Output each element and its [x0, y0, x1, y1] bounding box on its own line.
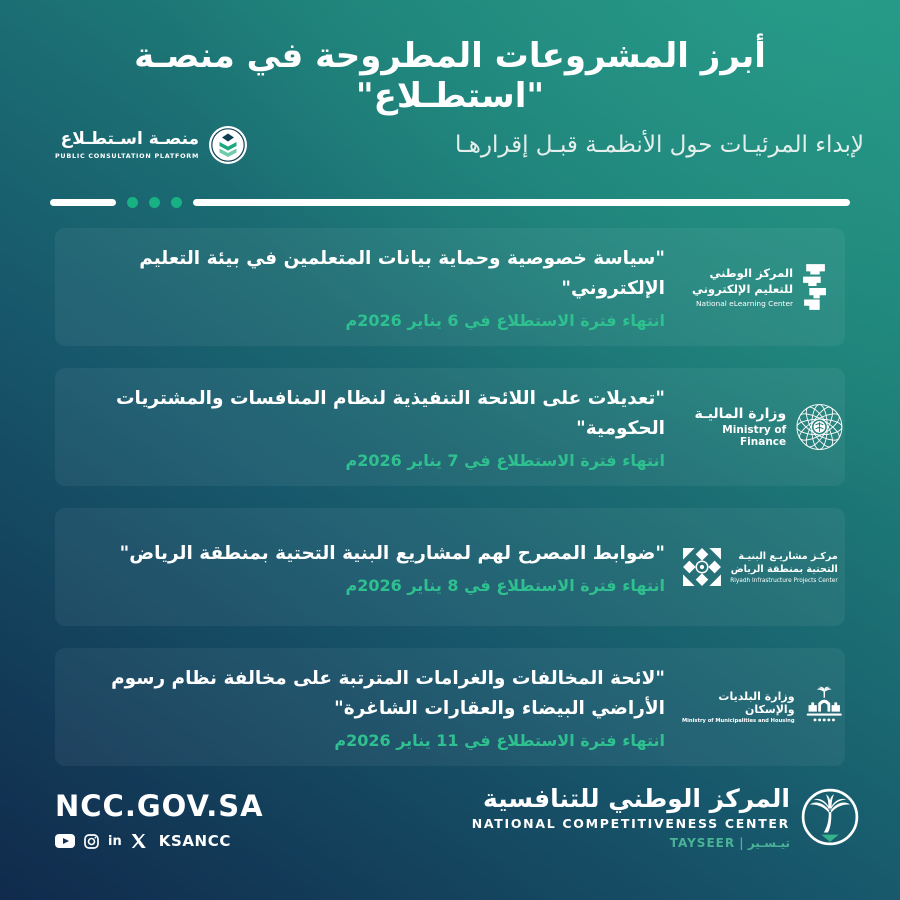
page-title: أبرز المشروعات المطروحة في منصـة "استطـلاع": [134, 36, 766, 116]
consultation-deadline: انتهاء فترة الاستطلاع في 11 يناير 2026م: [334, 730, 665, 750]
divider-bar-right: [193, 199, 850, 206]
entity-name-arabic: وزارة الماليـة: [694, 406, 787, 422]
header-divider: [50, 197, 850, 208]
tayseer-tagline: تيـسـير | TAYSEER: [669, 836, 790, 850]
entity-name-english: National eLearning Center: [696, 299, 794, 309]
youtube-icon: [55, 834, 75, 848]
entity-name-arabic: وزارة البلديات والإسكان: [718, 690, 795, 716]
entity-logo-ripc: [675, 547, 845, 587]
divider-dot: [149, 197, 160, 208]
project-title: "لائحة المخالفات والغرامات المترتبة على مخالفة نظام رسوم الأراضي البيضاء والعقارات الشاغرة": [111, 668, 665, 719]
entity-name-english: Riyadh Infrastructure Projects Center: [730, 578, 838, 585]
platform-layers-icon: [208, 125, 248, 165]
ncc-name-english: NATIONAL COMPETITIVENESS CENTER: [471, 816, 790, 831]
linkedin-icon: in: [108, 833, 122, 849]
divider-dot: [127, 197, 138, 208]
project-card-list: [55, 228, 845, 766]
ncc-brand: [472, 784, 860, 850]
entity-name-english: Ministry of Finance: [722, 424, 787, 448]
entity-name-arabic: التحتية بمنطقة الرياض: [730, 564, 838, 575]
consultation-deadline: انتهاء فترة الاستطلاع في 8 يناير 2026م: [345, 575, 665, 595]
platform-name-english: PUBLIC CONSULTATION PLATFORM: [55, 151, 200, 160]
nelc-emblem-icon: [801, 264, 828, 310]
entity-logo-nelc: [675, 264, 845, 310]
momh-emblem-icon: [803, 686, 845, 728]
ncc-palm-emblem-icon: [800, 787, 860, 847]
page-subtitle: لإبداء المرئيـات حول الأنظمـة قبـل إقرارهـا: [455, 132, 864, 158]
platform-name-arabic: منصـة اسـتطـلاع: [60, 129, 200, 150]
project-card-infrastructure: [55, 508, 845, 626]
entity-name-arabic: المركز الوطني: [709, 265, 794, 280]
entity-logo-momh: [675, 686, 845, 728]
footer-contact: [55, 789, 264, 850]
mof-emblem-icon: [794, 401, 845, 453]
project-title: "ضوابط المصرح لهم لمشاريع البنية التحتية بمنطقة الرياض": [119, 543, 665, 565]
website-url: NCC.GOV.SA: [55, 789, 264, 823]
istitlaa-platform-logo: [55, 125, 248, 165]
entity-name-arabic: للتعليم الإلكتروني: [691, 281, 794, 296]
entity-logo-mof: [675, 401, 845, 453]
social-links: [55, 832, 264, 850]
consultation-deadline: انتهاء فترة الاستطلاع في 6 يناير 2026م: [345, 310, 665, 330]
project-card-municipalities: [55, 648, 845, 766]
instagram-icon: [84, 834, 99, 849]
divider-dot: [171, 197, 182, 208]
consultation-deadline: انتهاء فترة الاستطلاع في 7 يناير 2026م: [345, 450, 665, 470]
project-title: "سياسة خصوصية وحماية بيانات المتعلمين في بيئة التعليم الإلكتروني": [139, 248, 665, 299]
social-handle: KSANCC: [158, 832, 231, 850]
project-title: "تعديلات على اللائحة التنفيذية لنظام المنافسات والمشتريات الحكومية": [115, 388, 665, 439]
entity-name-english: Ministry of Municipalities and Housing: [681, 718, 795, 724]
ncc-name-arabic: المركز الوطني للتنافسية: [482, 784, 790, 813]
ripc-emblem-icon: [682, 547, 722, 587]
entity-name-arabic: مركـز مشاريـع البنيـة: [738, 550, 838, 562]
x-icon: [131, 834, 146, 848]
project-card-finance: [55, 368, 845, 486]
divider-bar-left: [50, 199, 116, 206]
project-card-elearning: [55, 228, 845, 346]
